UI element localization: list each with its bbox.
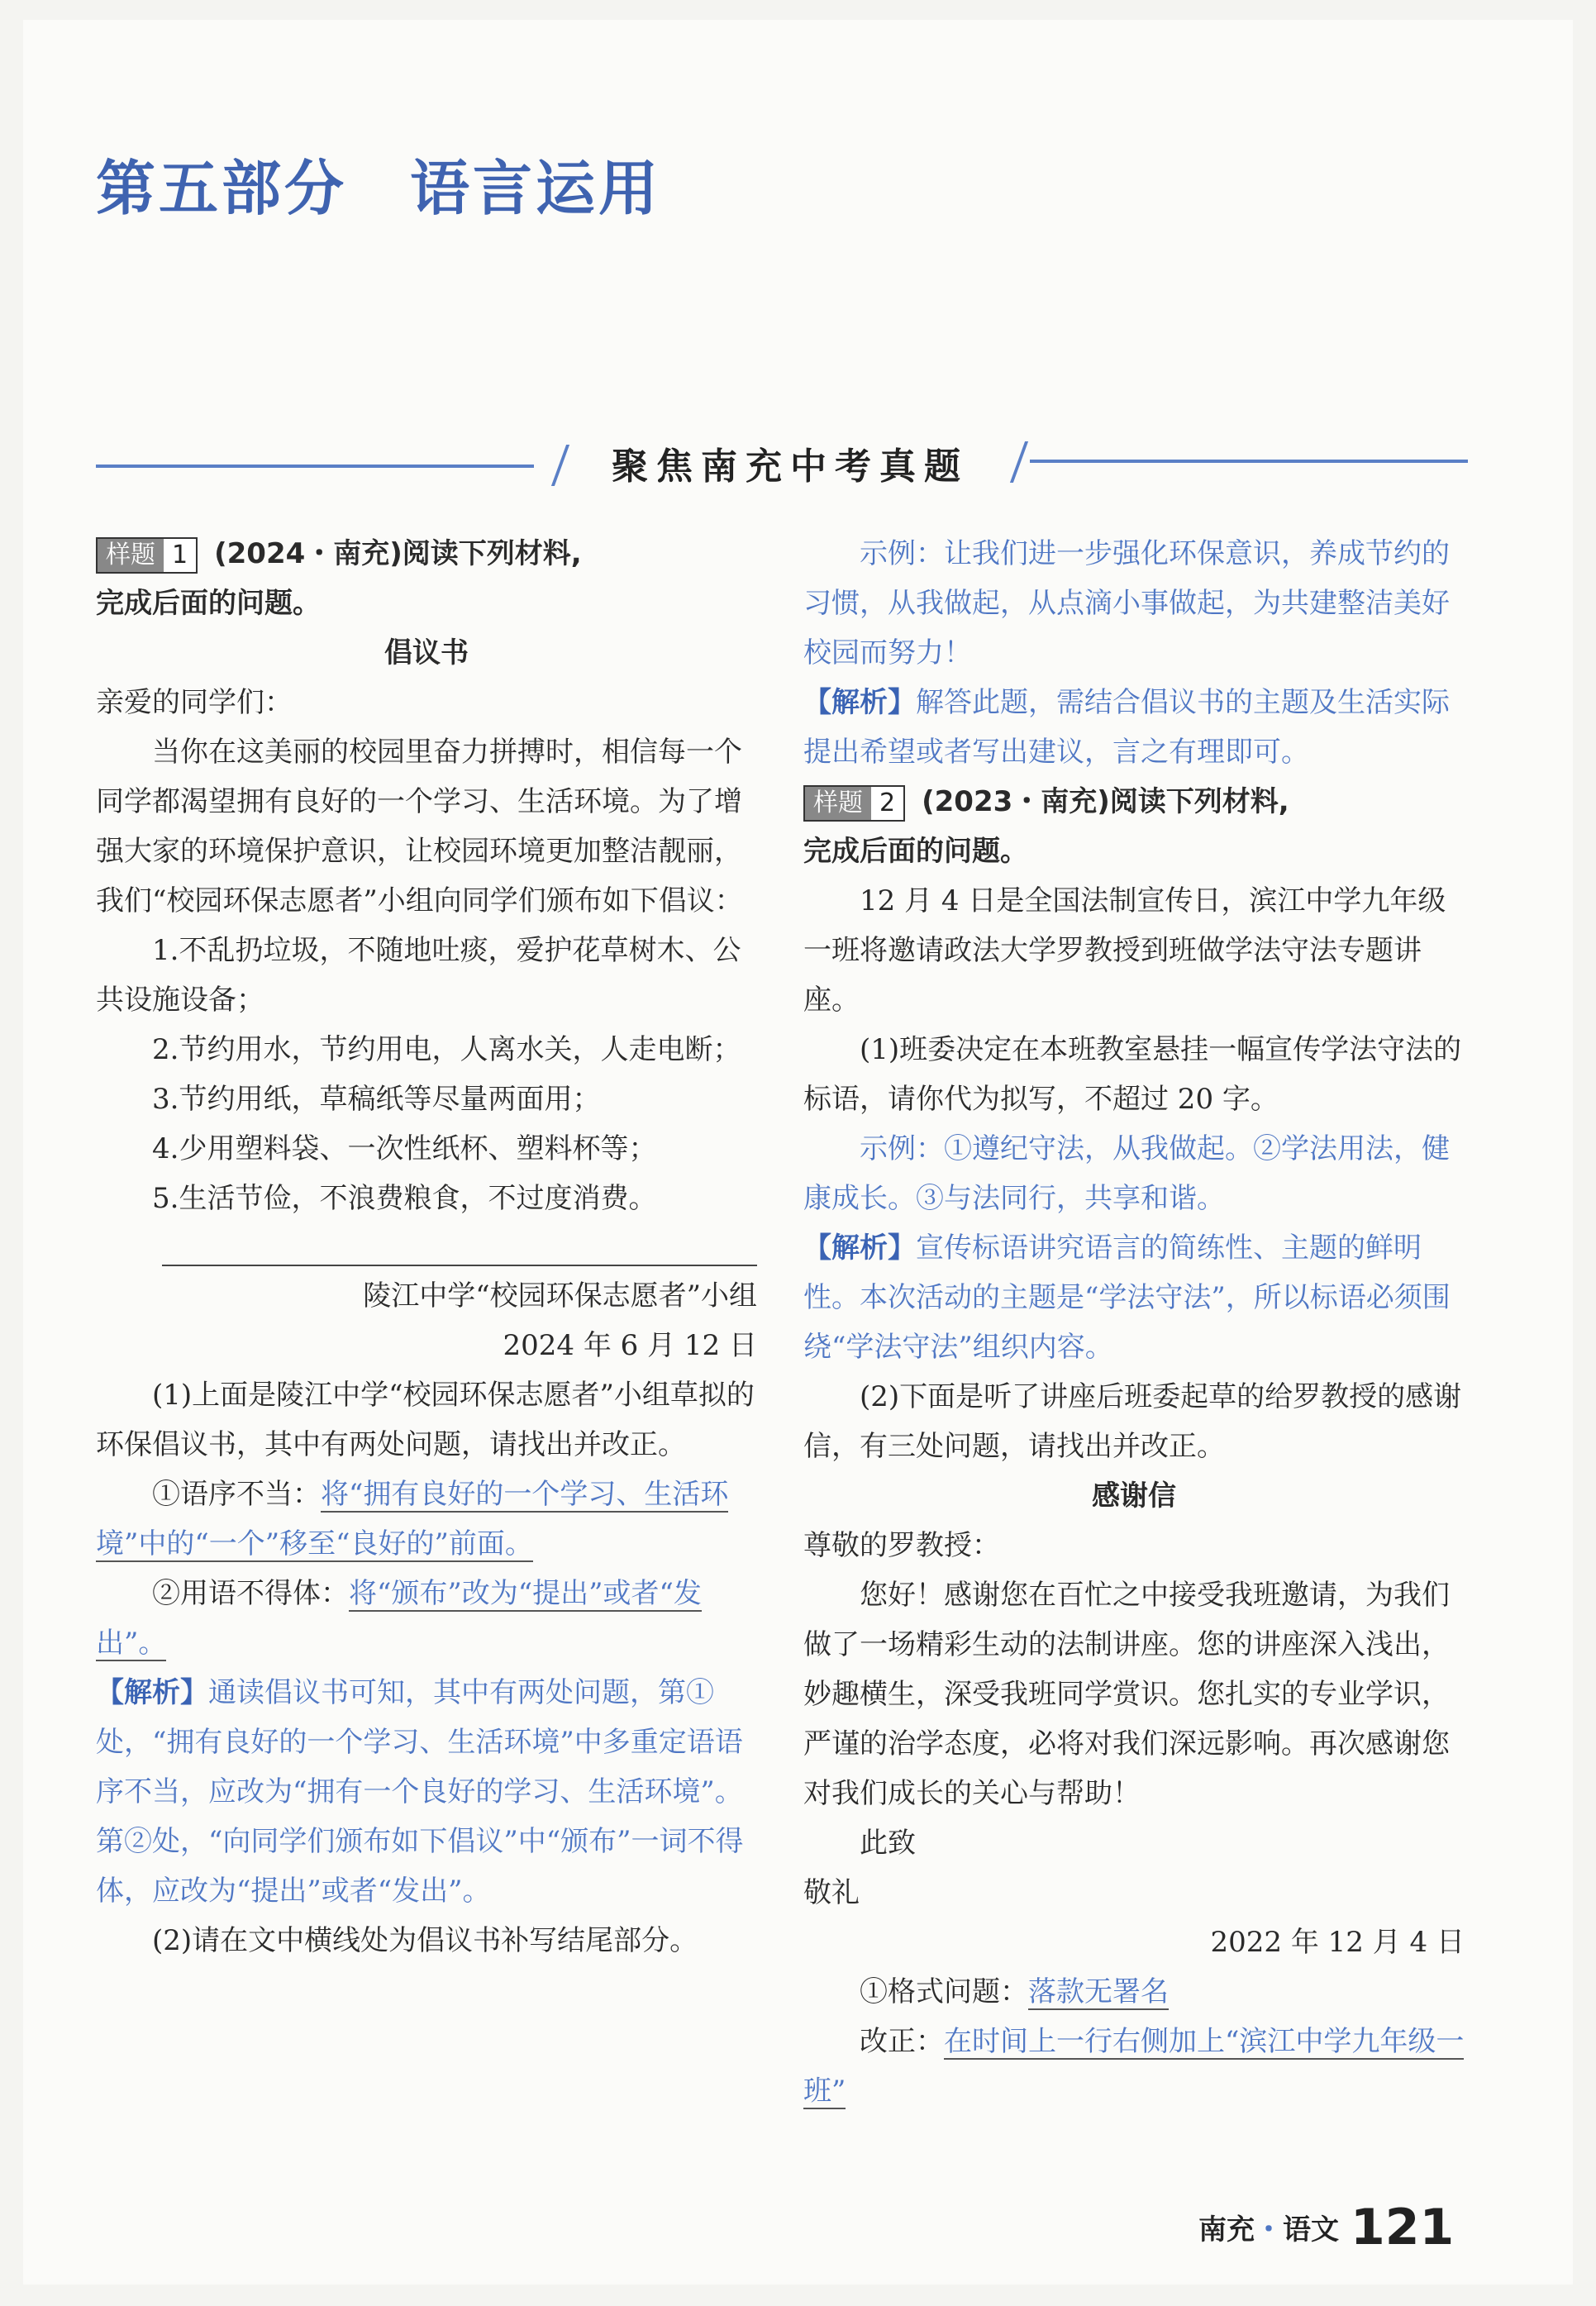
q1-source-cont: 完成后面的问题。 xyxy=(96,587,321,620)
banner-line-left xyxy=(96,465,534,468)
q2-tag: 样题 2 xyxy=(803,785,905,822)
page-number: 121 xyxy=(1351,2199,1455,2256)
q2-ans1: ①格式问题：落款无署名 xyxy=(860,1975,1169,2008)
q1-tag: 样题 1 xyxy=(96,537,198,574)
q1-item: 3.节约用纸，草稿纸等尽量两面用； xyxy=(152,1083,601,1116)
footer-subject: 语文 xyxy=(1283,2213,1339,2246)
q2-letter-date: 2022 年 12 月 4 日 xyxy=(1210,1926,1465,1959)
left-column xyxy=(96,529,757,1965)
q1-source: (2024・南充)阅读下列材料, xyxy=(214,537,582,570)
q1-sub2-example: 示例：让我们进一步强化环保意识，养成节约的习惯，从我做起，从点滴小事做起，为共建整洁美好校园而努力！ xyxy=(803,537,1450,669)
q1-sub1-b: ②用语不得体：将“颁布”改为“提出”或者“发出”。 xyxy=(96,1577,702,1660)
right-column xyxy=(803,529,1465,2116)
page-footer xyxy=(1198,2199,1454,2256)
q1-item: 1.不乱扔垃圾，不随地吐痰，爱护花草树木、公共设施设备； xyxy=(96,934,741,1017)
q2-header xyxy=(803,777,1465,827)
q1-header xyxy=(96,529,757,579)
banner-slash-left xyxy=(551,445,569,486)
q2-source: (2023・南充)阅读下列材料, xyxy=(922,785,1289,818)
q2-sub1-question: (1)班委决定在本班教室悬挂一幅宣传学法守法的标语，请你代为拟写，不超过 20 字。 xyxy=(803,1033,1462,1116)
q1-sub1-analysis: 【解析】通读倡议书可知，其中有两处问题，第①处，“拥有良好的一个学习、生活环境”中多重定语语序不当，应改为“拥有一个良好的学习、生活环境”。第②处，“向同学们颁布如下倡议”中“颁布”一词不得体，应改为“提出”或者“发出”。 xyxy=(96,1676,744,1908)
banner-line-right xyxy=(1030,460,1468,463)
q1-blank-line xyxy=(162,1265,757,1266)
q1-item: 5.生活节俭，不浪费粮食，不过度消费。 xyxy=(152,1182,657,1215)
q2-letter-salutation: 尊敬的罗教授： xyxy=(803,1529,1000,1562)
q1-body: 当你在这美丽的校园里奋力拼搏时，相信每一个同学都渴望拥有良好的一个学习、生活环境。为了增强大家的环境保护意识，让校园环境更加整洁靓丽，我们“校园环保志愿者”小组向同学们颁布如下倡议： xyxy=(96,736,743,917)
banner-slash-right xyxy=(1010,441,1028,483)
q1-sub1-a: ①语序不当：将“拥有良好的一个学习、生活环境”中的“一个”移至“良好的”前面。 xyxy=(96,1478,729,1560)
q2-sub1-example: 示例：①遵纪守法，从我做起。②学法用法，健康成长。③与法同行，共享和谐。 xyxy=(803,1132,1450,1215)
q2-intro: 12 月 4 日是全国法制宣传日，滨江中学九年级一班将邀请政法大学罗教授到班做学法守法专题讲座。 xyxy=(803,884,1446,1017)
q2-letter-closing2: 敬礼 xyxy=(803,1876,860,1909)
q1-doc-title: 倡议书 xyxy=(384,636,469,669)
q2-sub1-analysis: 【解析】宣传标语讲究语言的简练性、主题的鲜明性。本次活动的主题是“学法守法”，所以标语必须围绕“学法守法”组织内容。 xyxy=(803,1232,1451,1364)
q2-letter-body: 您好！感谢您在百忙之中接受我班邀请，为我们做了一场精彩生动的法制讲座。您的讲座深入浅出，妙趣横生，深受我班同学赏识。您扎实的专业学识，严谨的治学态度，必将对我们深远影响。再次感谢您对我们成长的关心与帮助！ xyxy=(803,1579,1450,1810)
section-banner xyxy=(96,430,1468,496)
q1-date: 2024 年 6 月 12 日 xyxy=(503,1329,757,1362)
q1-sub1-question: (1)上面是陵江中学“校园环保志愿者”小组草拟的环保倡议书，其中有两处问题，请找出并改正。 xyxy=(96,1379,755,1461)
q1-sub1-b-answer: 将“颁布”改为“提出”或者“发出”。 xyxy=(96,1577,702,1660)
q2-source-cont: 完成后面的问题。 xyxy=(803,835,1028,868)
q1-salutation: 亲爱的同学们： xyxy=(96,686,293,719)
q1-item: 2.节约用水，节约用电，人离水关，人走电断； xyxy=(152,1033,741,1066)
q1-signer: 陵江中学“校园环保志愿者”小组 xyxy=(363,1279,757,1313)
q2-sub2-question: (2)下面是听了讲座后班委起草的给罗教授的感谢信，有三处问题，请找出并改正。 xyxy=(803,1380,1462,1463)
q2-ans1-answer: 落款无署名 xyxy=(1028,1975,1169,2008)
q1-sub2-question: (2)请在文中横线处为倡议书补写结尾部分。 xyxy=(152,1924,698,1957)
part-title: 第五部分 语言运用 xyxy=(96,154,662,223)
footer-region: 南充 xyxy=(1198,2213,1255,2246)
q1-sub1-a-answer: 将“拥有良好的一个学习、生活环境”中的“一个”移至“良好的”前面。 xyxy=(96,1478,729,1560)
q1-item: 4.少用塑料袋、一次性纸杯、塑料杯等； xyxy=(152,1132,657,1165)
q2-letter-title: 感谢信 xyxy=(1092,1479,1176,1513)
q1-sub2-analysis: 【解析】解答此题，需结合倡议书的主题及生活实际提出希望或者写出建议，言之有理即可。 xyxy=(803,686,1450,769)
q2-ans1-fix: 改正：在时间上一行右侧加上“滨江中学九年级一班” xyxy=(803,2025,1465,2108)
q2-letter-closing1: 此致 xyxy=(860,1827,916,1860)
banner-title: 聚焦南充中考真题 xyxy=(612,445,969,488)
q2-ans1-fix-answer: 在时间上一行右侧加上“滨江中学九年级一班” xyxy=(803,2025,1465,2108)
footer-dot: ・ xyxy=(1255,2213,1283,2246)
